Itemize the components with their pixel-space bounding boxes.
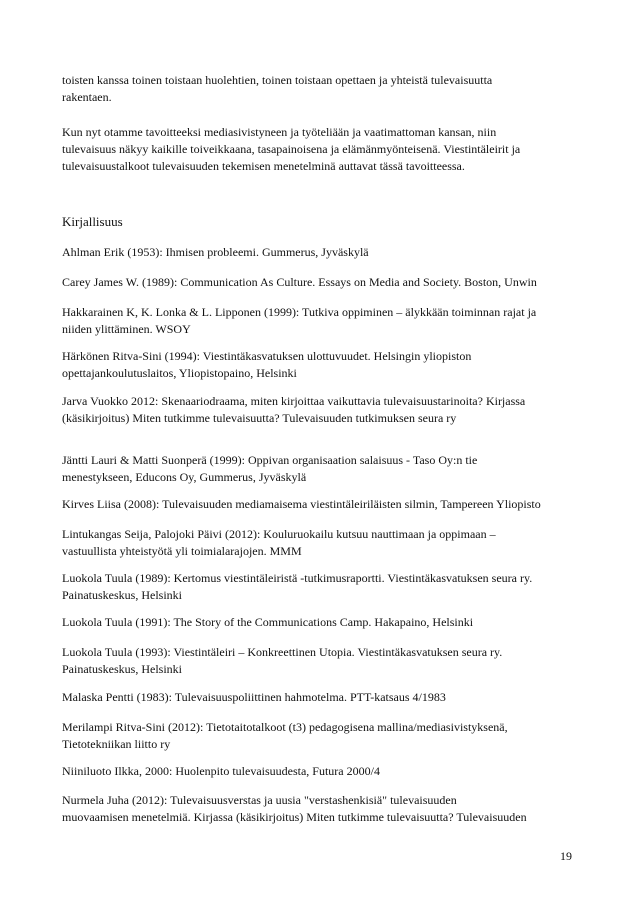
text-line: Lintukangas Seija, Palojoki Päivi (2012): Kouluruokailu kutsuu nauttimaan ja oppimaan – (62, 527, 496, 541)
reference-entry (62, 496, 582, 513)
text-line: Merilampi Ritva-Sini (2012): Tietotaitotalkoot (t3) pedagogisena mallina/mediasivistyksenä, (62, 720, 508, 734)
reference-entry (62, 614, 582, 631)
text-line: Painatuskeskus, Helsinki (62, 588, 182, 602)
text-line: menestykseen, Educons Oy, Gummerus, Jyväskylä (62, 470, 307, 484)
text-line: (käsikirjoitus) Miten tutkimme tulevaisuutta? Tulevaisuuden tutkimuksen seura ry (62, 411, 457, 425)
reference-entry (62, 452, 582, 486)
reference-entry (62, 304, 582, 338)
text-line: rakentaen. (62, 90, 112, 104)
text-line: niiden ylittäminen. WSOY (62, 322, 191, 336)
text-line: Luokola Tuula (1991): The Story of the Communications Camp. Hakapaino, Helsinki (62, 615, 474, 629)
reference-entry (62, 689, 582, 706)
paragraph-1 (62, 72, 582, 106)
reference-entry (62, 644, 582, 678)
text-line: Härkönen Ritva-Sini (1994): Viestintäkasvatuksen ulottuvuudet. Helsingin yliopiston (62, 349, 472, 363)
reference-entry (62, 393, 582, 427)
text-line: Luokola Tuula (1989): Kertomus viestintäleiristä -tutkimusraportti. Viestintäkasvatuksen seura ry. (62, 571, 533, 585)
reference-entry (62, 244, 582, 261)
reference-entry (62, 570, 582, 604)
page-number: 19 (560, 849, 572, 863)
text-line: muovaamisen menetelmiä. Kirjassa (käsikirjoitus) Miten tutkimme tulevaisuutta? Tulevaisuuden (62, 810, 527, 824)
text-line: tulevaisuustalkoot tulevaisuuden tekemisen menetelminä auttavat tässä tavoitteessa. (62, 159, 465, 173)
text-line: opettajankoulutuslaitos, Yliopistopaino, Helsinki (62, 366, 297, 380)
reference-entry (62, 719, 582, 753)
text-line: tulevaisuus näkyy kaikille toiveikkaana, tasapainoisena ja elämänmyönteisenä. Viestintäleirit ja (62, 142, 521, 156)
text-line: Painatuskeskus, Helsinki (62, 662, 182, 676)
text-line: Malaska Pentti (1983): Tulevaisuuspoliittinen hahmotelma. PTT-katsaus 4/1983 (62, 690, 446, 704)
text-line: toisten kanssa toinen toistaan huolehtien, toinen toistaan opettaen ja yhteistä tulevaisuutta (62, 73, 493, 87)
text-line: Carey James W. (1989): Communication As Culture. Essays on Media and Society. Boston, Unwin (62, 275, 537, 289)
reference-entry (62, 763, 582, 780)
text-line: Kirves Liisa (2008): Tulevaisuuden mediamaisema viestintäleiriläisten silmin, Tampereen Yliopisto (62, 497, 541, 511)
reference-entry (62, 348, 582, 382)
text-line: vastuullista yhteistyötä yli toimialarajojen. MMM (62, 544, 302, 558)
text-line: Jäntti Lauri & Matti Suonperä (1999): Oppivan organisaation salaisuus - Taso Oy:n tie (62, 453, 478, 467)
reference-entry (62, 792, 582, 826)
text-line: Ahlman Erik (1953): Ihmisen probleemi. Gummerus, Jyväskylä (62, 245, 369, 259)
text-line: Jarva Vuokko 2012: Skenaariodraama, miten kirjoittaa vaikuttavia tulevaisuustarinoita? Kirjassa (62, 394, 526, 408)
references-heading: Kirjallisuus (62, 214, 123, 229)
paragraph-2 (62, 124, 582, 175)
reference-entry (62, 274, 582, 291)
text-line: Niiniluoto Ilkka, 2000: Huolenpito tulevaisuudesta, Futura 2000/4 (62, 764, 380, 778)
text-line: Nurmela Juha (2012): Tulevaisuusverstas ja uusia "verstashenkisiä" tulevaisuuden (62, 793, 457, 807)
text-line: Kun nyt otamme tavoitteeksi mediasivistyneen ja työteliään ja vaatimattoman kansan, niin (62, 125, 497, 139)
text-line: Hakkarainen K, K. Lonka & L. Lipponen (1999): Tutkiva oppiminen – älykkään toiminnan rajat ja (62, 305, 537, 319)
text-line: Luokola Tuula (1993): Viestintäleiri – Konkreettinen Utopia. Viestintäkasvatuksen seura ry. (62, 645, 503, 659)
reference-entry (62, 526, 582, 560)
text-line: Tietotekniikan liitto ry (62, 737, 171, 751)
